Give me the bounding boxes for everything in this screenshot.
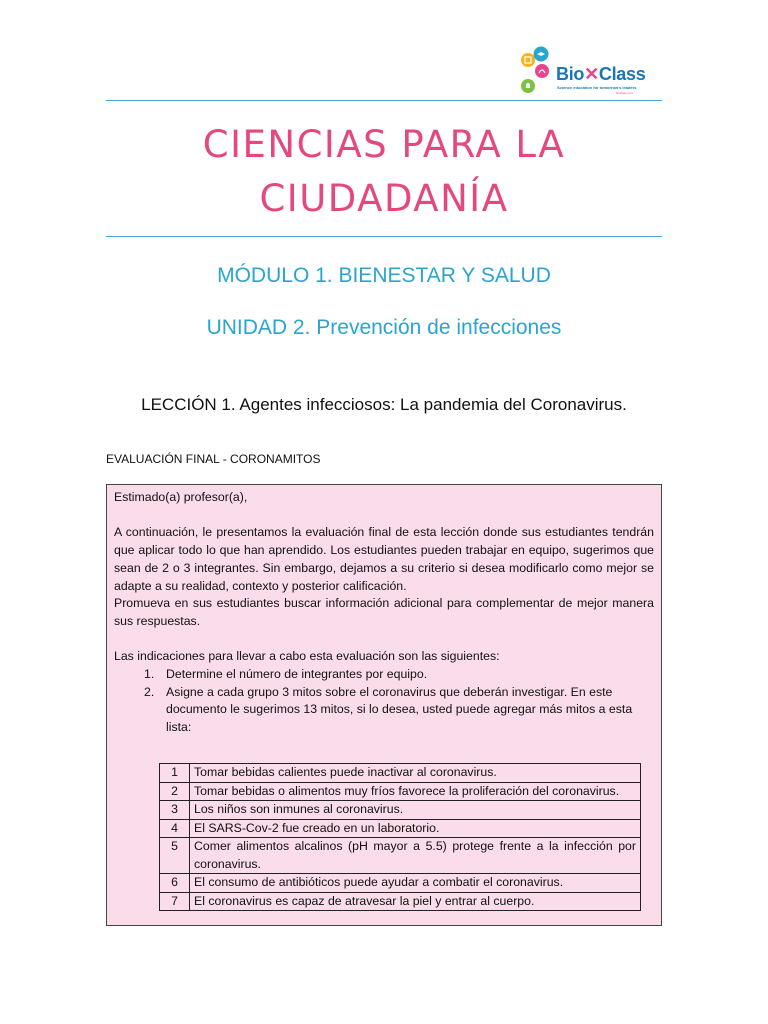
myth-text: Comer alimentos alcalinos (pH mayor a 5.5) protege frente a la infección por coronavirus. (190, 838, 641, 874)
course-title-line2: CIUDADANÍA (259, 177, 509, 220)
course-title-line1: CIENCIAS PARA LA (202, 123, 566, 166)
instruction-steps (144, 666, 654, 737)
myth-text: El SARS-Cov-2 fue creado en un laboratorio. (190, 819, 641, 838)
lesson-heading: LECCIÓN 1. Agentes infecciosos: La pandemia del Coronavirus. (141, 395, 627, 414)
myth-text: El coronavirus es capaz de atravesar la piel y entrar al cuerpo. (190, 892, 641, 911)
myth-text: Tomar bebidas calientes puede inactivar al coronavirus. (190, 764, 641, 783)
bottom-divider (106, 236, 662, 237)
table-row (160, 782, 641, 801)
myth-number: 2 (160, 782, 190, 801)
course-title (106, 118, 662, 226)
bioclass-logo-icons (516, 44, 558, 98)
myth-number: 7 (160, 892, 190, 911)
logo-tagline: Science education for tomorrow's leaders (557, 85, 637, 90)
logo-url: bioclass.com (616, 91, 634, 95)
logo-wordmark: Bio✕Class (556, 64, 646, 84)
myth-number: 4 (160, 819, 190, 838)
myth-number: 3 (160, 801, 190, 820)
unit-heading: UNIDAD 2. Prevención de infecciones (206, 316, 562, 339)
instructions-intro: Las indicaciones para llevar a cabo esta evaluación son las siguientes: (114, 649, 500, 664)
myth-text: El consumo de antibióticos puede ayudar a combatir el coronavirus. (190, 874, 641, 893)
table-row (160, 819, 641, 838)
instruction-step: 2. Asigne a cada grupo 3 mitos sobre el coronavirus que deberán investigar. En este documento le sugerimos 13 mitos, si lo desea, usted puede agregar más mitos a esta lista: (144, 684, 633, 735)
myth-number: 5 (160, 838, 190, 874)
instruction-step: 1. Determine el número de integrantes por equipo. (144, 667, 428, 681)
table-row (160, 838, 641, 874)
table-row (160, 892, 641, 911)
myth-number: 1 (160, 764, 190, 783)
top-divider (106, 100, 662, 101)
myth-number: 6 (160, 874, 190, 893)
table-row (160, 764, 641, 783)
intro-paragraph: A continuación, le presentamos la evaluación final de esta lección donde sus estudiantes tendrán que aplicar todo lo que han aprendido. Los estudiantes pueden trabajar en equipo, sugerimos que sean de 2 o 3 integrantes. Sin embargo, dejamos a su criterio si desea modificarlo como mejor se adapte a su realidad, contexto y posterior calificación. (114, 525, 654, 593)
myth-text: Los niños son inmunes al coronavirus. (190, 801, 641, 820)
table-row (160, 801, 641, 820)
teacher-instructions-box (106, 484, 662, 926)
section-label: EVALUACIÓN FINAL - CORONAMITOS (106, 452, 321, 466)
bioclass-logo (516, 44, 656, 98)
encouragement-paragraph: Promueva en sus estudiantes buscar información adicional para complementar de mejor manera sus respuestas. (114, 596, 654, 628)
table-row (160, 874, 641, 893)
myths-table (159, 763, 641, 911)
module-heading: MÓDULO 1. BIENESTAR Y SALUD (217, 264, 551, 287)
greeting: Estimado(a) profesor(a), (114, 490, 248, 504)
myth-text: Tomar bebidas o alimentos muy fríos favorece la proliferación del coronavirus. (190, 782, 641, 801)
